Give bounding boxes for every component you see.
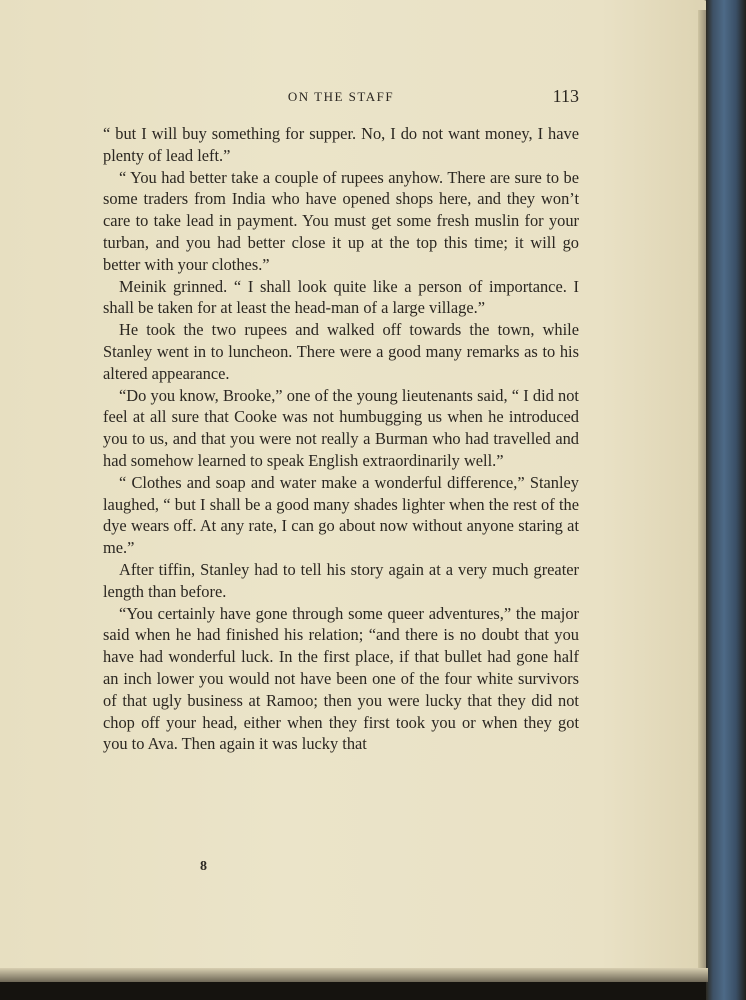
- signature-mark: 8: [200, 859, 207, 874]
- book-spine: [706, 0, 746, 1000]
- page-bottom-edge: [0, 968, 708, 982]
- page-header: [103, 86, 579, 108]
- paragraph: “ You had better take a couple of rupees anyhow. There are sure to be some traders from India who have opened shops here, and they won’t care to take lead in payment. You must get some fresh muslin for your turban, and you had better close it up at the top this time; it will go better with your clothes.”: [103, 167, 579, 274]
- paragraph: “Do you know, Brooke,” one of the young lieutenants said, “ I did not feel at all sure that Cooke was not humbugging us when he introduced you to us, and that you were not really a Burman who had travelled and had somehow learned to speak English extraordinarily well.”: [103, 385, 579, 470]
- paragraph: “You certainly have gone through some queer adventures,” the major said when he had finished his relation; “and there is no doubt that you have had wonderful luck. In the first place, if that bullet had gone half an inch lower you would not have been one of the four white survivors of that ugly business at Ramoo; then you were lucky that they did not chop off your head, either when they first took you or when they got you to Ava. Then again it was lucky that: [103, 603, 579, 754]
- paragraph: He took the two rupees and walked off towards the town, while Stanley went in to luncheon. There were a good many remarks as to his altered appearance.: [103, 320, 579, 383]
- paragraph: “ but I will buy something for supper. No, I do not want money, I have plenty of lead left.”: [103, 124, 579, 165]
- running-head: ON THE STAFF: [287, 89, 395, 104]
- paragraph: “ Clothes and soap and water make a wonderful difference,” Stanley laughed, “ but I shall be a good many shades lighter when the rest of the dye wears off. At any rate, I can go about now without anyone staring at me.”: [103, 472, 579, 558]
- body-text: [103, 123, 579, 755]
- page-number: 113: [552, 86, 579, 106]
- paragraph: Meinik grinned. “ I shall look quite like a person of importance. I shall be taken for at least the head-man of a large village.”: [103, 276, 579, 318]
- paragraph: After tiffin, Stanley had to tell his story again at a very much greater length than before.: [103, 559, 579, 601]
